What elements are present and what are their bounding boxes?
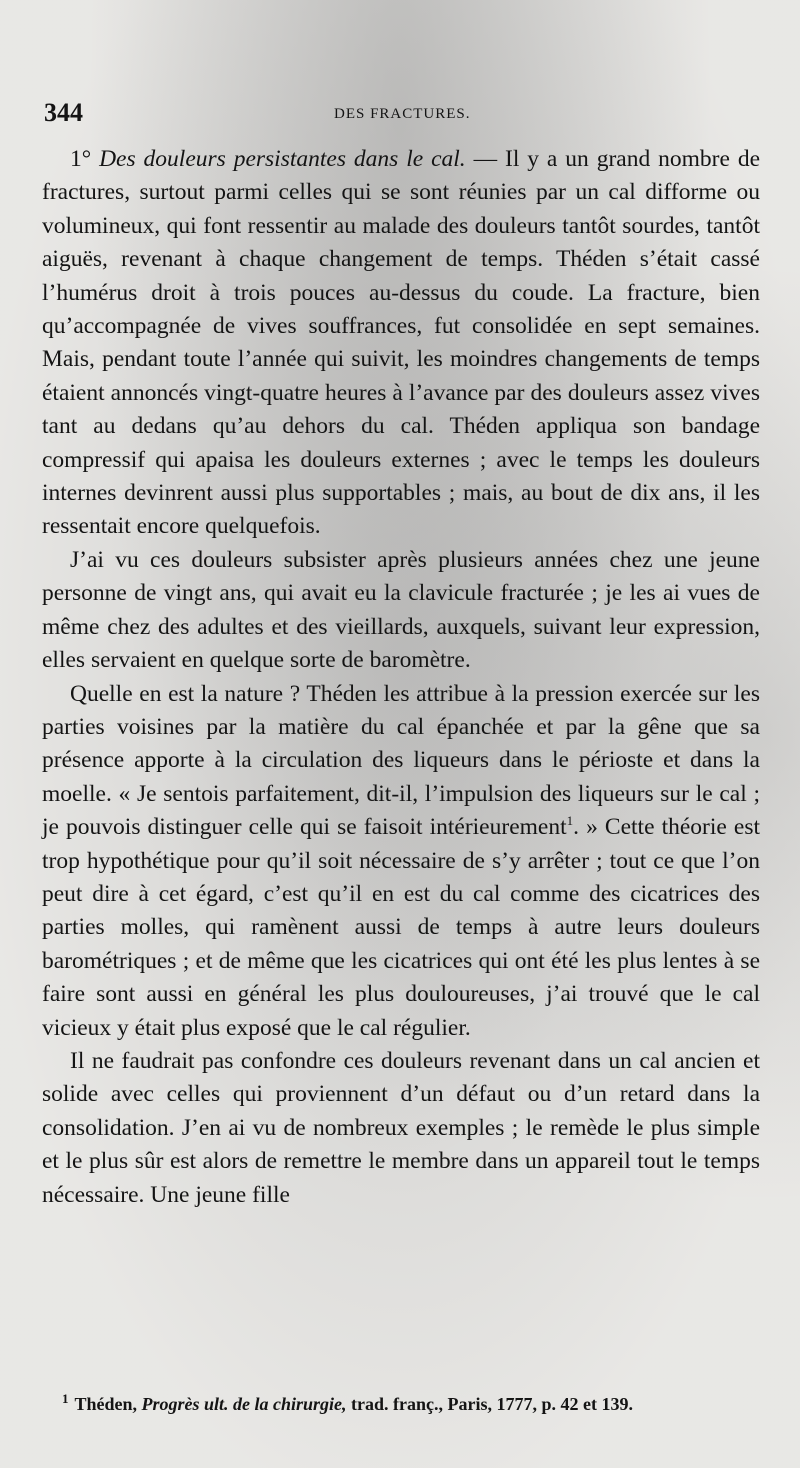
paragraph-4	[42, 1045, 760, 1212]
paragraph-2	[42, 544, 760, 678]
footnote-reference: 1	[566, 813, 574, 829]
footnote-author: Théden,	[74, 1394, 138, 1414]
paragraph-4-text: Il ne faudrait pas confondre ces douleurs revenant dans un cal ancien et solide avec celles qui proviennent d’un défaut ou d’un retard dans la consolidation. J’en ai vu de nombreux exemples ; le remède le plus simple et le plus sûr est alors de remettre le membre dans un appareil tout le temps nécessaire. Une jeune fille	[42, 1047, 760, 1208]
paragraph-3-text-a: Quelle en est la nature ? Théden les attribue à la pression exercée sur les parties voisines par la matière du cal épanchée et par la gêne que sa présence apporte à la circulation des liqueurs dans le périoste et dans la moelle. « Je sentois parfaitement, dit-il, l’impulsion des liqueurs sur le cal ; je pouvois distinguer celle qui se faisoit intérieurement	[42, 680, 760, 841]
running-head: DES FRACTURES.	[334, 106, 471, 122]
footnote-marker: 1	[62, 1391, 69, 1406]
body-text	[42, 143, 760, 1212]
footnote	[40, 1384, 760, 1419]
paragraph-1	[42, 143, 760, 544]
page-number: 344	[44, 98, 83, 127]
footnote-title: Progrès ult. de la chirurgie,	[141, 1394, 347, 1414]
paragraph-3	[42, 678, 760, 1045]
paragraph-1-text: — Il y a un grand nombre de fractures, surtout parmi celles qui se sont réunies par un cal difforme ou volumineux, qui font ressentir au malade des douleurs tantôt sourdes, tantôt aiguës, revenant à chaque changement de temps. Théden s’était cassé l’humérus droit à trois pouces au-dessus du coude. La fracture, bien qu’accompagnée de vives souffrances, fut consolidée en sept semaines. Mais, pendant toute l’année qui suivit, les moindres changements de temps étaient annoncés vingt-quatre heures à l’avance par des douleurs assez vives tant au dedans qu’au dehors du cal. Théden appliqua son bandage compressif qui apaisa les douleurs externes ; avec le temps les douleurs internes devinrent aussi plus supportables ; mais, au bout de dix ans, il les ressentait encore quelquefois.	[42, 146, 761, 540]
section-number: 1°	[70, 146, 100, 172]
section-heading: Des douleurs persistantes dans le cal.	[99, 146, 466, 172]
paragraph-3-text-b: . » Cette théorie est trop hypothétique pour qu’il soit nécessaire de s’y arrêter ; tout ce que l’on peut dire à cet égard, c’est qu’il en est du cal comme des cicatrices des parties molles, qui ramènent aussi de temps à autre leurs douleurs barométriques ; et de même que les cicatrices qui ont été les plus lentes à se faire sont aussi en général les plus douloureuses, j’ai trouvé que le cal vicieux y était plus exposé que le cal régulier.	[42, 814, 760, 1041]
page-header	[44, 98, 756, 134]
paragraph-2-text: J’ai vu ces douleurs subsister après plusieurs années chez une jeune personne de vingt ans, qui avait eu la clavicule fracturée ; je les ai vues de même chez des adultes et des vieillards, auxquels, suivant leur expression, elles servaient en quelque sorte de baromètre.	[42, 546, 760, 674]
footnote-rest: trad. franç., Paris, 1777, p. 42 et 139.	[351, 1394, 634, 1414]
